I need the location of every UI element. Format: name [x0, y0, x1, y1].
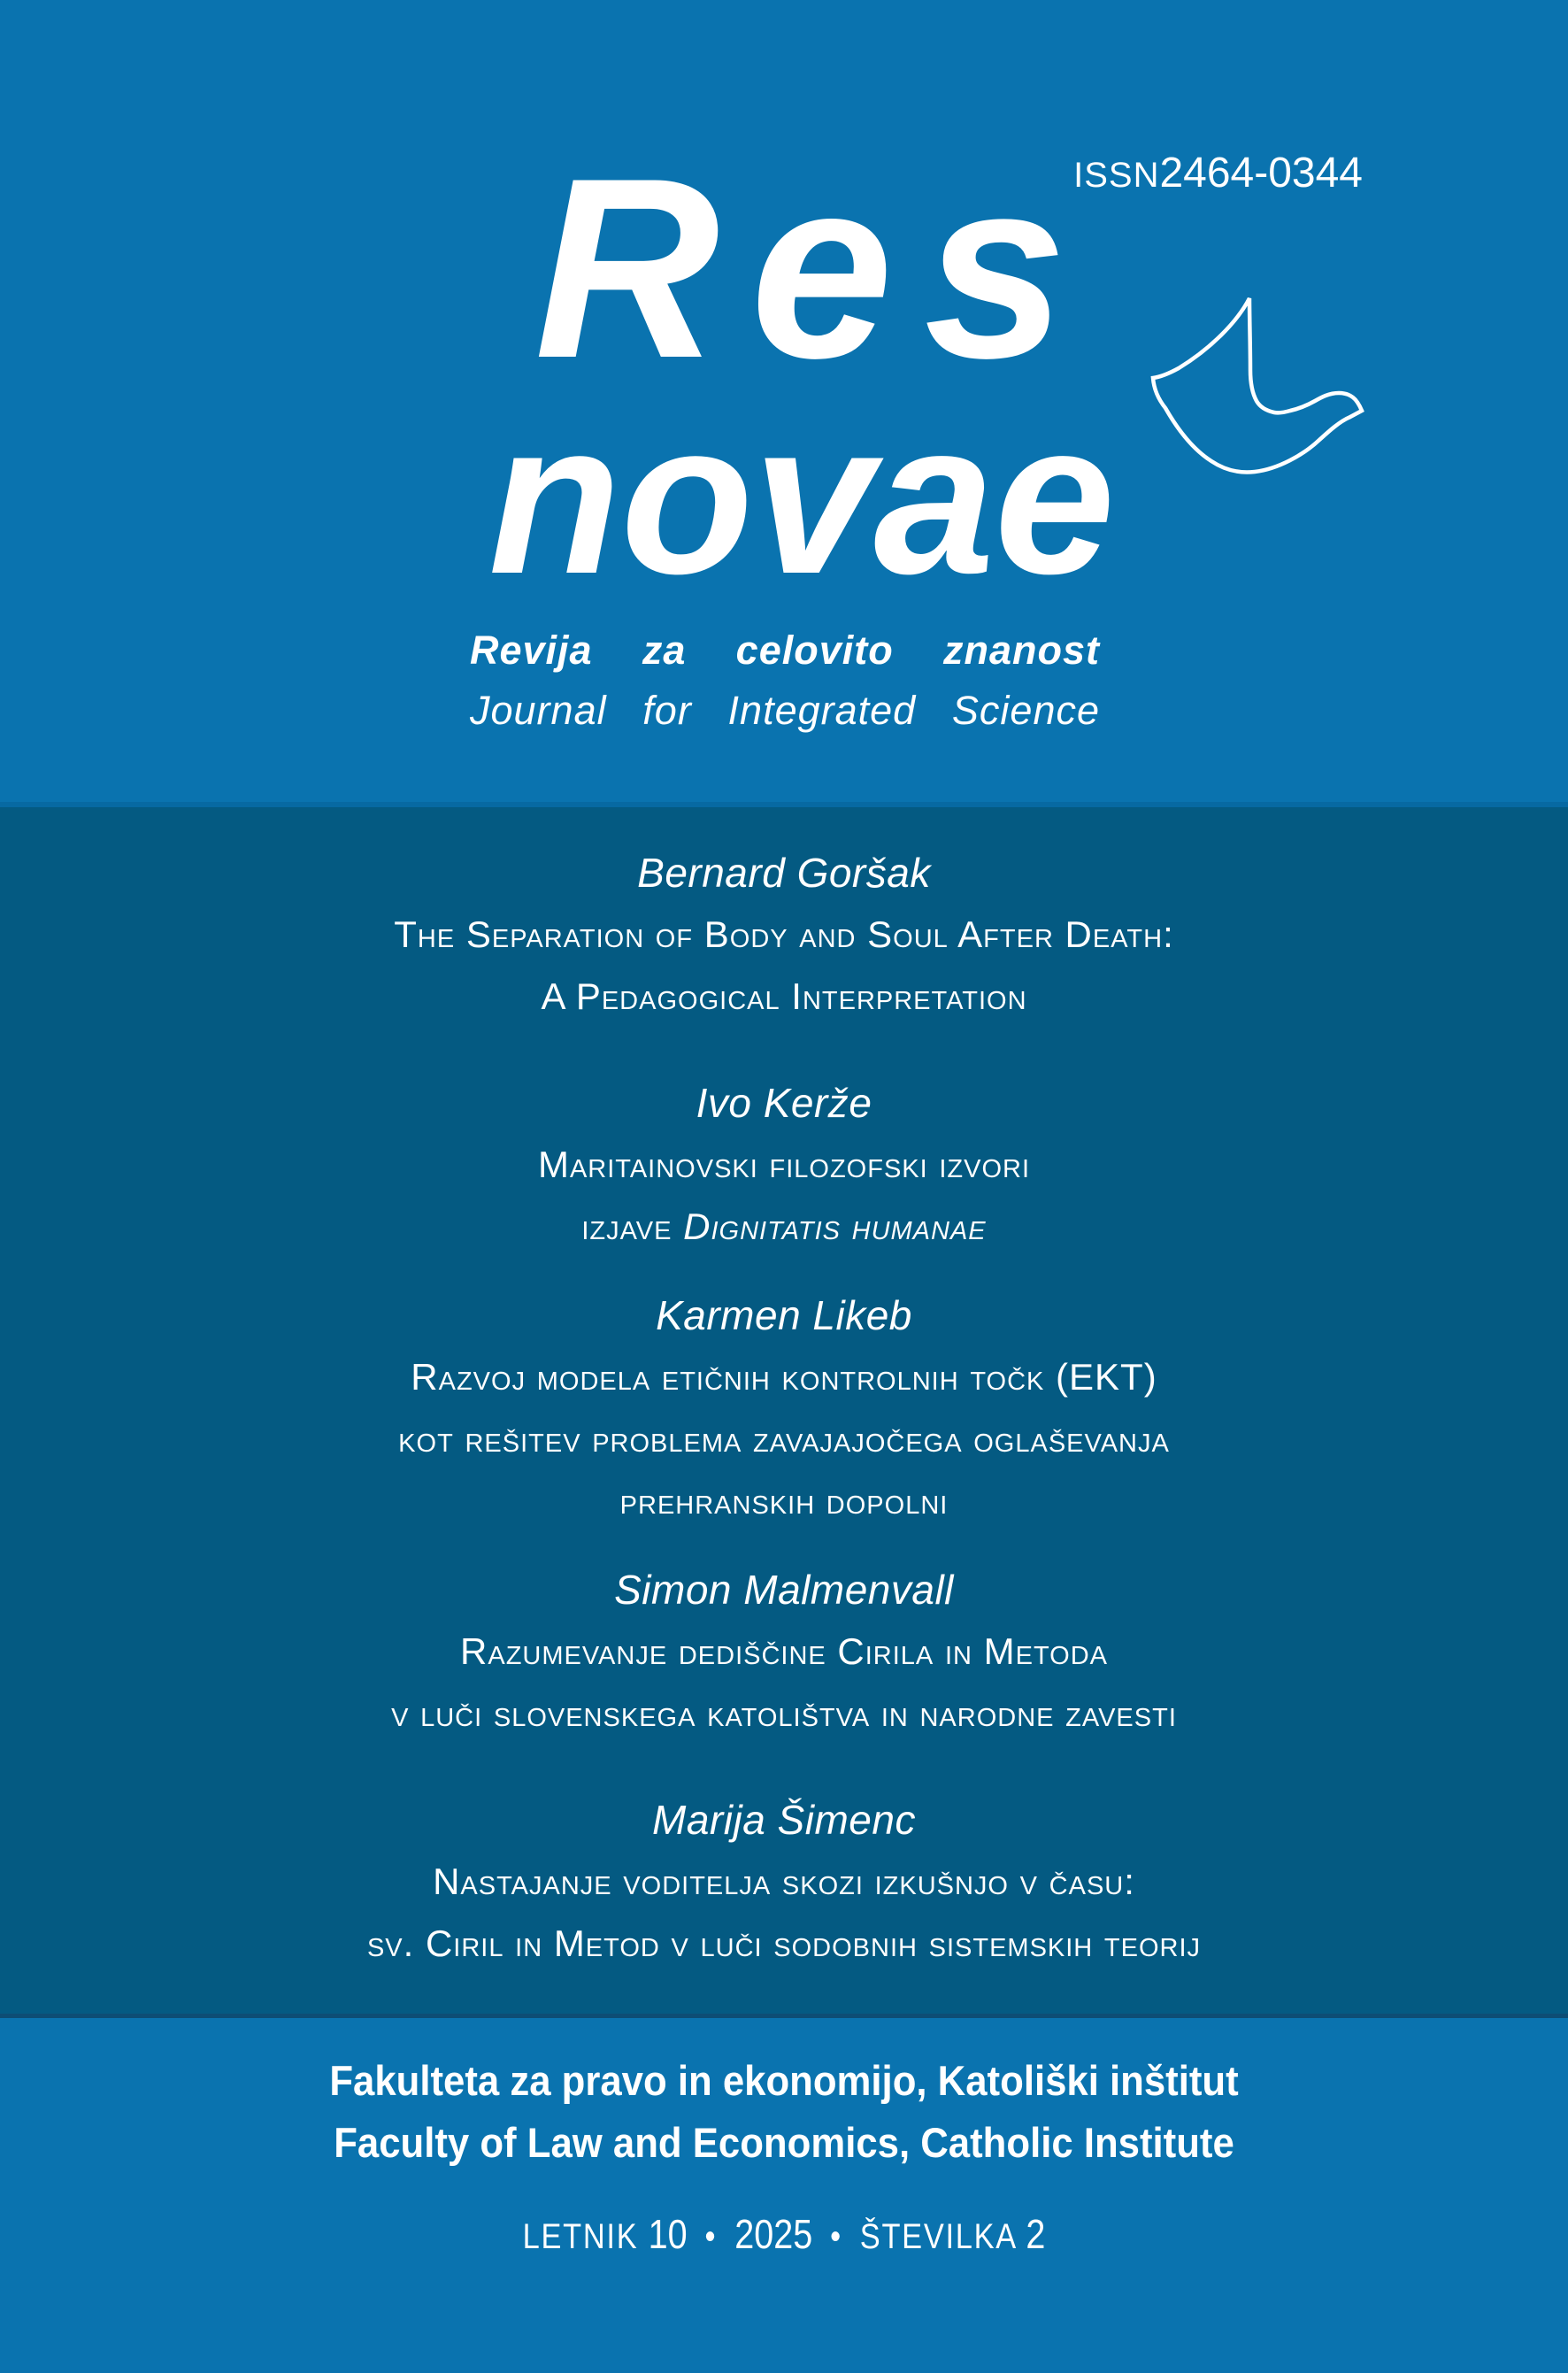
article-entry [0, 1789, 1568, 1975]
article-title-prefix: izjave [581, 1206, 684, 1247]
subtitle-english: Journal for Integrated Science [470, 688, 1100, 733]
article-author: Ivo Kerže [696, 1080, 872, 1126]
article-title-italic: Dignitatis humanae [683, 1206, 987, 1247]
article-title-line: prehranskih dopolni [619, 1480, 949, 1522]
article-author: Karmen Likeb [656, 1292, 912, 1338]
volume-label: LETNIK [522, 2217, 639, 2256]
bullet-separator: • [830, 2217, 842, 2256]
article-title-line: sv. Ciril in Metod v luči sodobnih sistemskih teorij [366, 1922, 1202, 1964]
article-entry [0, 842, 1568, 1028]
volume-number: 10 [648, 2211, 688, 2257]
journal-title-word-1: Res [534, 125, 1098, 412]
journal-title-word-2: novae [488, 376, 1116, 619]
article-title-line: Nastajanje voditelja skozi izkušnjo v času: [433, 1861, 1135, 1902]
institution-name-english: Faculty of Law and Economics, Catholic Institute [334, 2119, 1234, 2166]
article-author: Bernard Goršak [637, 850, 931, 896]
issue-number: 2 [1026, 2211, 1046, 2257]
article-title-line: v luči slovenskega katolištva in narodne zavesti [391, 1692, 1177, 1734]
article-entry [0, 1284, 1568, 1532]
article-title-line: kot rešitev problema zavajajočega oglaševanja [398, 1418, 1170, 1460]
article-title-line [0, 1196, 1568, 1258]
article-title-line: A Pedagogical Interpretation [541, 975, 1027, 1017]
subtitle-slovenian: Revija za celovito znanost [470, 628, 1100, 673]
year: 2025 [734, 2211, 813, 2257]
dove-icon [1088, 266, 1407, 496]
bullet-separator: • [704, 2217, 718, 2256]
article-title-line: The Separation of Body and Soul After Death: [394, 913, 1174, 955]
article-entry [0, 1559, 1568, 1745]
article-author: Marija Šimenc [652, 1797, 916, 1843]
article-title-line: Razvoj modela etičnih kontrolnih točk (EKT) [411, 1356, 1157, 1398]
issue-label: ŠTEVILKA [859, 2217, 1017, 2256]
article-title-line: Razumevanje dediščine Cirila in Metoda [460, 1630, 1108, 1672]
issue-info [110, 2203, 1458, 2268]
institution-name-slovenian: Fakulteta za pravo in ekonomijo, Katoliški inštitut [329, 2057, 1239, 2104]
issn-number: 2464-0344 [1159, 150, 1363, 196]
article-entry [0, 1072, 1568, 1258]
article-title-line: Maritainovski filozofski izvori [537, 1144, 1031, 1185]
issn-label: ISSN [1073, 156, 1160, 195]
article-author: Simon Malmenvall [614, 1567, 954, 1613]
